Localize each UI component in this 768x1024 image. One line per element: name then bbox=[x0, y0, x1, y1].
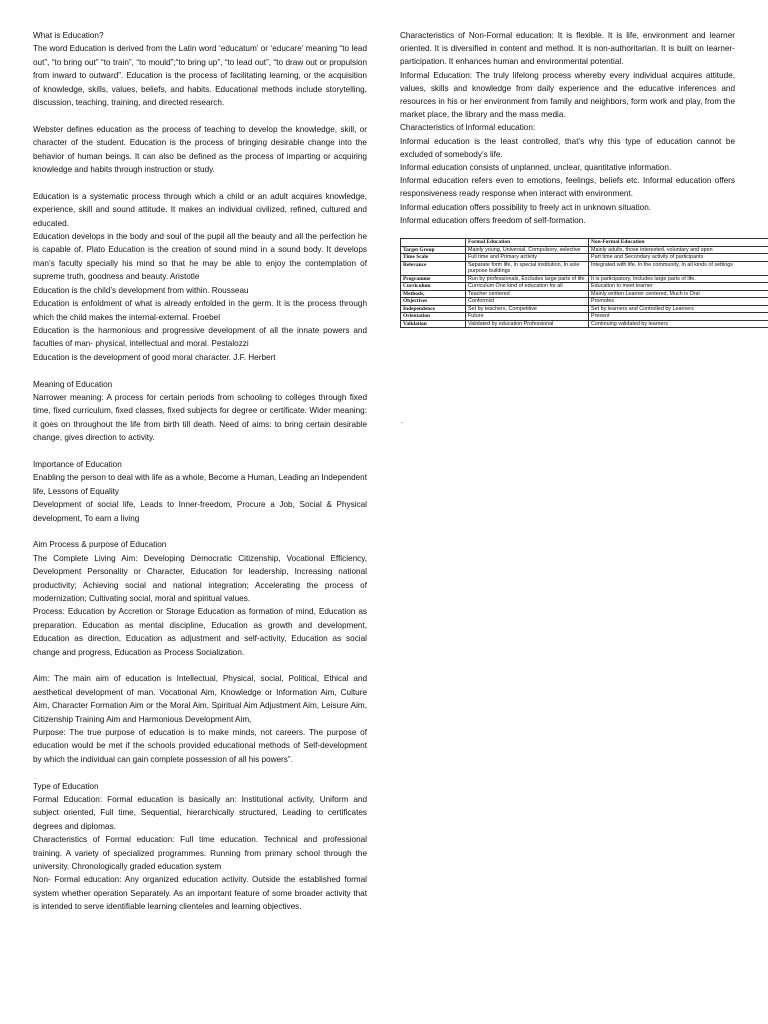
table-cell: Promotes bbox=[589, 298, 768, 306]
left-paragraph: Webster defines education as the process of teaching to develop the knowledge, skill, or character of the student. Education is the process of bringing desirable change into the behavior of human beings. It can also be defined as the process of imparting or acquiring knowledge and habits through instruction or study. bbox=[33, 124, 367, 175]
table-row bbox=[401, 313, 768, 321]
paragraph-gap bbox=[33, 525, 367, 538]
table-cell: Integrated with life, In the community, In all kinds of settings bbox=[589, 261, 768, 275]
right-paragraph: Characteristics of Informal education: bbox=[400, 123, 536, 133]
left-paragraph: Characteristics of Formal education: Full time education. Technical and professional training. A variety of specialized programmes. Running from primary school through the university. Chronologically graded education system bbox=[33, 835, 367, 872]
left-column bbox=[33, 29, 367, 914]
table-cell: Separate form life, In special institution, In sole purpose buildings bbox=[466, 261, 589, 275]
table-row bbox=[401, 290, 768, 298]
row-header-cell: Validation bbox=[401, 320, 466, 328]
left-paragraph: The word Education is derived from the Latin word ‘educatum’ or ‘educare’ meaning “to lead out”, “to bring out” “to train”, “to mould”;“to bring up”, “to lead out”, “to draw out or propulsion from inward to outward”. Education is the process of facilitating learning, or the acquisition of knowledge, skills, values, beliefs, and habits. Educational methods include storytelling, discussion, teaching, training, and directed research. bbox=[33, 44, 367, 108]
left-paragraph: Education develops in the body and soul of the pupil all the beauty and all the perfection he is capable of. Plato Education is the creation of sound mind in a sound body. It develops man’s faculty specially his mind so that he may be able to enjoy the contemplation of supreme truth, goodness and beauty. Aristotle bbox=[33, 232, 367, 282]
table-cell: Teacher centered bbox=[466, 290, 589, 298]
table-row bbox=[401, 305, 768, 313]
left-paragraph: Aim Process & purpose of Education bbox=[33, 540, 167, 550]
table-cell: Future bbox=[466, 313, 589, 321]
table-cell: Continuing validated by learners bbox=[589, 320, 768, 328]
row-header-cell: Independence bbox=[401, 305, 466, 313]
table-header-cell: Formal Education bbox=[466, 239, 589, 247]
table-cell: Set by teachers, Competitive bbox=[466, 305, 589, 313]
table-header-cell bbox=[401, 239, 466, 247]
right-paragraph: Informal education refers even to emotions, feelings, beliefs etc. Informal education offers responsiveness ready response when interact with environment. bbox=[400, 176, 735, 199]
right-paragraphs bbox=[400, 29, 735, 227]
stray-mark: . bbox=[401, 416, 404, 425]
left-paragraph: Enabling the person to deal with life as a whole, Become a Human, Leading an Independent life, Lessons of Equality bbox=[33, 473, 367, 496]
row-header-cell: Relevance bbox=[401, 261, 466, 275]
right-column bbox=[400, 29, 735, 328]
table-row bbox=[401, 283, 768, 291]
table-cell: Curriculum One kind of education for all bbox=[466, 283, 589, 291]
table-cell: Conformist bbox=[466, 298, 589, 306]
left-paragraph: Education is a systematic process through which a child or an adult acquires knowledge, experience, skill and sound attitude. It makes an individual civilized, refined, cultured and educated. bbox=[33, 191, 367, 228]
row-header-cell: Time Scale bbox=[401, 254, 466, 262]
table-row bbox=[401, 254, 768, 262]
paragraph-gap bbox=[33, 659, 367, 672]
row-header-cell: Target Group bbox=[401, 246, 466, 254]
table-row bbox=[401, 275, 768, 283]
left-paragraph: Formal Education: Formal education is basically an: Institutional activity, Uniform and subject oriented, Full time, Sequential, hierarchically structured, Leading to certificates degrees and diplomas. bbox=[33, 795, 367, 831]
table-cell: Validated by education Professional bbox=[466, 320, 589, 328]
table-cell: Mainly young, Universal, Compulsory, selective bbox=[466, 246, 589, 254]
table-row bbox=[401, 298, 768, 306]
left-paragraph: Importance of Education bbox=[33, 459, 122, 469]
table-cell: Education to meet learner bbox=[589, 283, 768, 291]
table-header-row bbox=[401, 239, 768, 247]
paragraph-gap bbox=[33, 445, 367, 458]
table-cell: Mainly written Learner centered, Much is Oral bbox=[589, 290, 768, 298]
right-paragraph: Characteristics of Non-Formal education: It is flexible. It is life, environment and learner oriented. It is diversified in content and method. It is non-authoritarian. It is built on learner-participation. It enhances human and environmental potential. bbox=[400, 31, 735, 67]
row-header-cell: Programme bbox=[401, 275, 466, 283]
right-paragraph: Informal education offers possibility to freely act in unknown situation. bbox=[400, 202, 652, 212]
left-paragraph: Education is enfoldment of what is already enfolded in the germ. It is the process through which the child makes the internal-external. Froebel bbox=[33, 299, 367, 322]
left-paragraph: Aim: The main aim of education is Intellectual, Physical, social, Political, Ethical and aesthetical development of man. Vocational Aim, Knowledge or Information Aim, Culture Aim, Character Formation Aim or the Moral Aim, Spiritual Aim Adjustment Aim, Leisure Aim, Citizenship Training Aim and Harmonious Development Aim, bbox=[33, 674, 367, 724]
paragraph-gap bbox=[33, 176, 367, 189]
left-paragraph: Development of social life, Leads to Inner-freedom, Procure a Job, Social & Physical development, To earn a living bbox=[33, 500, 367, 523]
left-paragraph: Narrower meaning: A process for certain periods from schooling to colleges through fixed time, fixed curriculum, fixed classes, fixed subjects for degree or certificate. Wider meaning: it goes on throughout the life from birth till death. Need of aims: to bring certain desirable change, gives direction to activity. bbox=[33, 392, 367, 443]
left-paragraph: What is Education? bbox=[33, 31, 104, 40]
table-cell: Set by learners and Controlled by Learners bbox=[589, 305, 768, 313]
comparison-table bbox=[400, 238, 768, 328]
right-paragraph: Informal education offers freedom of self-formation. bbox=[400, 215, 586, 225]
row-header-cell: Orientation bbox=[401, 313, 466, 321]
table-row bbox=[401, 320, 768, 328]
row-header-cell: Objectives bbox=[401, 298, 466, 306]
right-paragraph: Informal education is the least controlled, that’s why this type of education cannot be excluded of somebody’s life. bbox=[400, 136, 735, 159]
right-paragraph: Informal education consists of unplanned, unclear, quantitative information. bbox=[400, 163, 672, 173]
row-header-cell: Methods, bbox=[401, 290, 466, 298]
table-row bbox=[401, 246, 768, 254]
left-paragraph: Education is the development of good moral character. J.F. Herbert bbox=[33, 352, 276, 362]
left-paragraph: Purpose: The true purpose of education is to make minds, not careers. The purpose of education would be met if the schools provided educational methods of Self-development by which the individual can gain complete possession of all his powers”. bbox=[33, 728, 367, 764]
left-paragraph: Type of Education bbox=[33, 781, 99, 791]
left-paragraph: The Complete Living Aim: Developing Democratic Citizenship, Vocational Efficiency, Development Personality or Character, Education for leadership, Increasing national productivity; Achieving social and national integration; Accelerating the process of modernization; Cultivating social, moral and spiritual values. bbox=[33, 553, 367, 603]
left-paragraph: Non- Formal education: Any organized education activity. Outside the established formal system whether operation Separately. As an important feature of some broader activity that is intended to serve identifiable learning clienteles and learning objectives. bbox=[33, 875, 367, 912]
left-paragraph: Process: Education by Accretion or Storage Education as formation of mind, Education as preparation. Education as mental discipline, Education as growth and development, Education as direction, Education as adjustment and self-activity, Education as social change and progress, Education as Process Socialization. bbox=[33, 607, 367, 657]
left-paragraph: Meaning of Education bbox=[33, 379, 113, 389]
right-paragraph: Informal Education: The truly lifelong process whereby every individual acquires attitude, values, skills and knowledge from daily experience and the educative inferences and resources in his or her environment from family and neighbors, form work and play, from the market place, the library and the mass media. bbox=[400, 70, 735, 120]
table-cell: Part time and Secondary activity of participants bbox=[589, 254, 768, 262]
paragraph-gap bbox=[33, 109, 367, 122]
paragraph-gap bbox=[33, 766, 367, 779]
table-row bbox=[401, 261, 768, 275]
paragraph-gap bbox=[33, 364, 367, 377]
table-cell: Present bbox=[589, 313, 768, 321]
table-cell: Run by professionals, Excludes large parts of life bbox=[466, 275, 589, 283]
table-cell: Full time and Primary activity bbox=[466, 254, 589, 262]
table-header-cell: Non-Formal Education bbox=[589, 239, 768, 247]
left-paragraph: Education is the harmonious and progressive development of all the innate powers and faculties of man- physical, intellectual and moral. Pestalozzi bbox=[33, 325, 367, 349]
row-header-cell: Curriculum bbox=[401, 283, 466, 291]
table-cell: Mainly adults, those interested, voluntary and open bbox=[589, 246, 768, 254]
left-paragraph: Education is the child’s development from within. Rousseau bbox=[33, 285, 249, 295]
table-cell: It is participatory, Includes large parts of life. bbox=[589, 275, 768, 283]
